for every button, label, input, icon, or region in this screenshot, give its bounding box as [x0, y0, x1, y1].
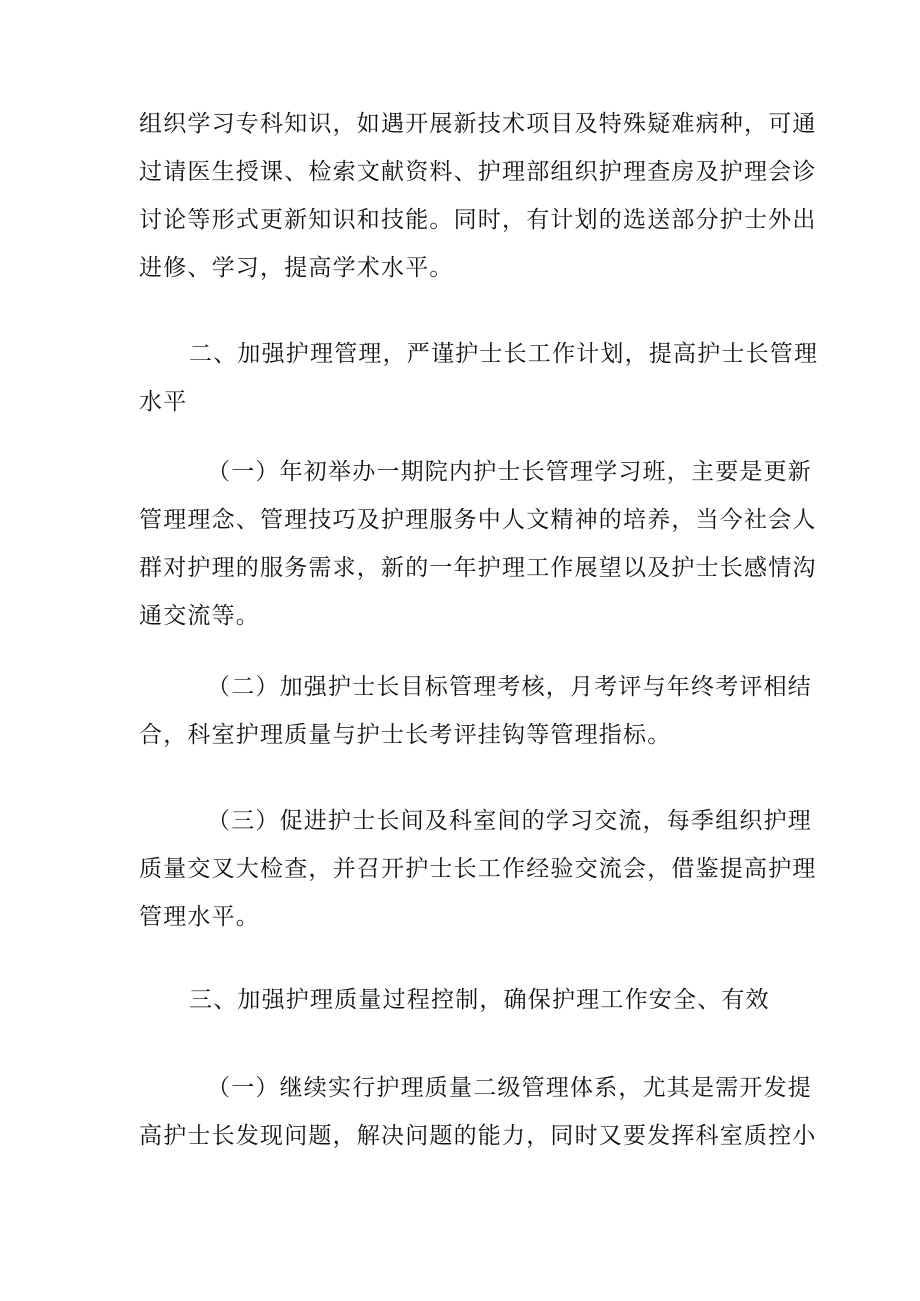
text-line: 讨论等形式更新知识和技能。同时，有计划的选送部分护士外出 — [139, 207, 817, 233]
text-line: 组织学习专科知识，如遇开展新技术项目及特殊疑难病种，可通 — [139, 111, 817, 137]
text-line: 过请医生授课、检索文献资料、护理部组织护理查房及护理会诊 — [139, 159, 817, 185]
text-line: （一）年初举办一期院内护士长管理学习班，主要是更新 — [207, 459, 812, 485]
paragraph-2-2 — [139, 663, 812, 759]
text-line: （一）继续实行护理质量二级管理体系，尤其是需开发提 — [207, 1075, 812, 1101]
text-line: 高护士长发现问题，解决问题的能力，同时又要发挥科室质控小 — [139, 1123, 817, 1149]
section-heading-3 — [139, 976, 789, 1024]
paragraph-3-1 — [139, 1064, 817, 1160]
paragraph-2-1 — [139, 448, 817, 640]
text-line: 合，科室护理质量与护士长考评挂钩等管理指标。 — [139, 722, 672, 748]
paragraph-2-3 — [139, 797, 817, 941]
text-line: （二）加强护士长目标管理考核，月考评与年终考评相结 — [207, 674, 812, 700]
text-line: 二、加强护理管理，严谨护士长工作计划，提高护士长管理 — [189, 341, 819, 367]
text-line: 水平 — [139, 389, 188, 415]
text-line: 通交流等。 — [139, 603, 260, 629]
text-line: 进修、学习，提高学术水平。 — [139, 255, 454, 281]
text-line: 管理理念、管理技巧及护理服务中人文精神的培养，当今社会人 — [139, 507, 817, 533]
text-line: 管理水平。 — [139, 904, 260, 930]
text-line: 质量交叉大检查，并召开护士长工作经验交流会，借鉴提高护理 — [139, 856, 817, 882]
text-line: （三）促进护士长间及科室间的学习交流，每季组织护理 — [207, 808, 812, 834]
text-line: 三、加强护理质量过程控制，确保护理工作安全、有效 — [189, 987, 770, 1013]
section-heading-2 — [139, 330, 819, 426]
text-line: 群对护理的服务需求，新的一年护理工作展望以及护士长感情沟 — [139, 555, 817, 581]
paragraph-continuation — [139, 100, 817, 292]
